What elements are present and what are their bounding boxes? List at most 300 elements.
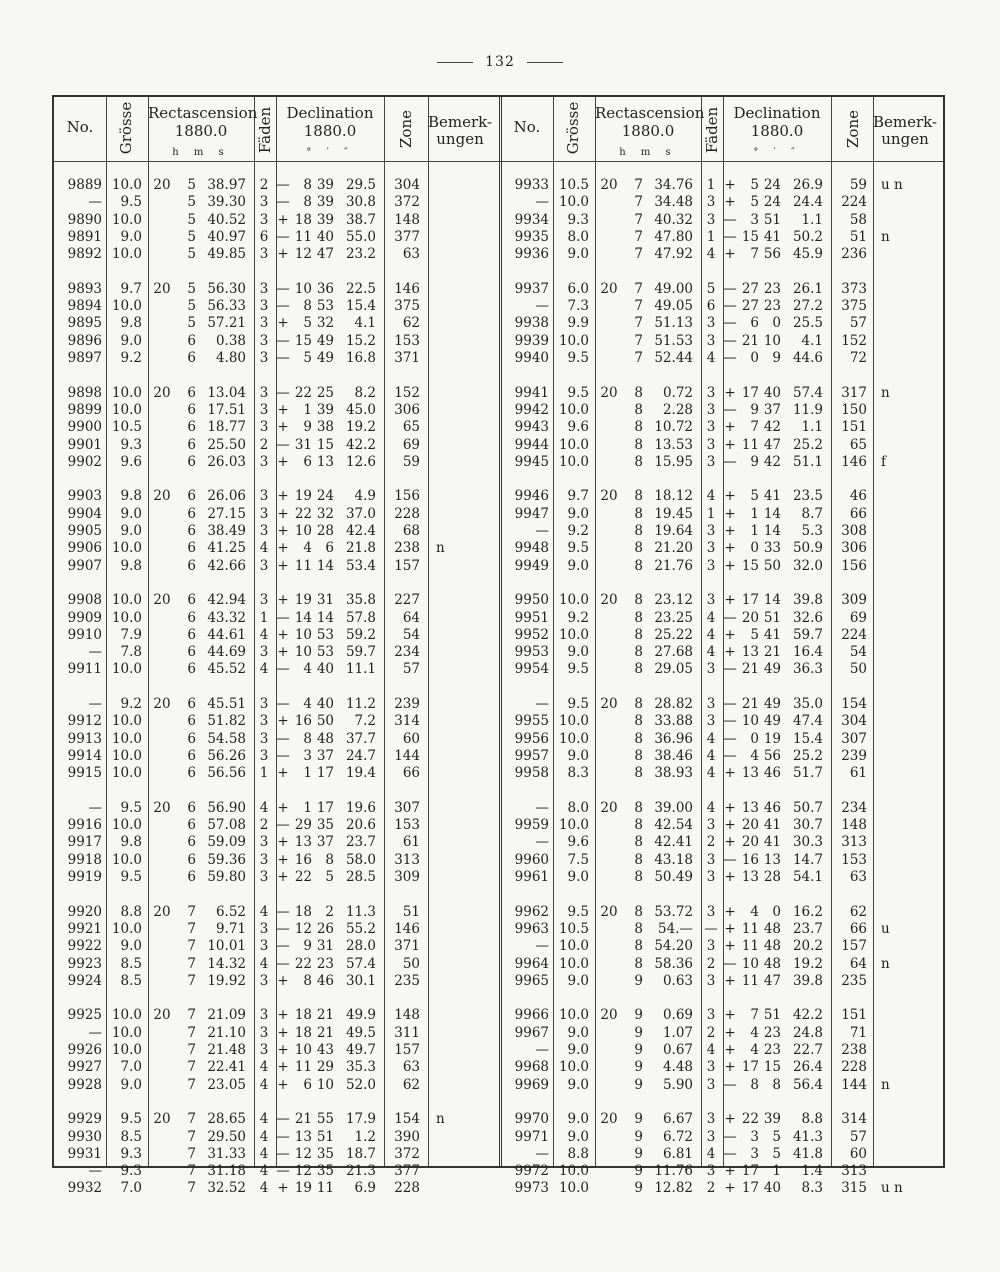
left-row-dec-minutes: 40 (316, 696, 334, 712)
right-row-groesse: 9.5 (567, 384, 589, 401)
right-row-ra-seconds: 33.88 (654, 713, 693, 730)
left-row-dec-degrees: 9 (303, 419, 312, 436)
right-row-groesse: 10.0 (558, 713, 589, 730)
left-row-zone: 154 (394, 1111, 420, 1128)
right-row-dec-seconds: 16.2 (792, 903, 823, 920)
left-row-ra-minutes: 6 (187, 419, 196, 436)
left-row-groesse: 9.8 (120, 557, 142, 574)
right-row-dec-minutes: 13 (763, 851, 781, 868)
left-row-ra-minutes: 7 (187, 1024, 196, 1041)
right-row-groesse: 10.5 (558, 920, 589, 937)
right-row-ra-minutes: 8 (634, 834, 643, 851)
right-row-number: 9952 (514, 626, 549, 643)
right-row-dec-minutes: 41 (763, 488, 781, 505)
left-row-faeden: 3 (259, 696, 269, 712)
right-row-dec-degrees: 7 (750, 246, 759, 263)
left-row-number: 9910 (67, 626, 102, 643)
right-row-dec-seconds: 47.4 (792, 713, 823, 730)
right-row-dec-degrees: 4 (750, 1042, 759, 1058)
left-header-dec-units: ° ′ ″ (306, 147, 354, 158)
left-row-number: 9930 (67, 1128, 102, 1145)
left-header-groesse: Grösse (117, 101, 135, 155)
right-row-dec-sign: — (723, 1145, 737, 1162)
right-row-ra-seconds: 19.64 (654, 523, 693, 539)
right-header-bemerk-2: ungen (881, 130, 929, 148)
left-row-faeden: 3 (259, 730, 269, 747)
right-row-dec-seconds: 24.4 (792, 194, 823, 211)
left-row-ra-minutes: 6 (187, 799, 196, 816)
right-row-ra-minutes: 8 (634, 696, 643, 712)
right-row-ra-minutes: 7 (634, 350, 643, 366)
left-row-ra-seconds: 45.51 (207, 696, 246, 712)
left-row-number: 9916 (67, 817, 102, 834)
left-row-dec-degrees: 16 (294, 713, 312, 730)
right-row-faeden: — (704, 920, 718, 937)
right-row-zone: 235 (841, 972, 867, 989)
left-row-dec-seconds: 23.7 (345, 834, 376, 851)
left-row-dec-seconds: 59.2 (345, 626, 376, 643)
left-row-dec-degrees: 10 (294, 644, 312, 661)
left-row-ra-hours: 20 (153, 592, 171, 609)
right-row-ra-minutes: 8 (634, 869, 643, 885)
right-row-dec-seconds: 25.5 (792, 315, 823, 332)
left-row-zone: 54 (402, 626, 420, 643)
left-row-ra-seconds: 44.61 (207, 626, 246, 643)
left-row-groesse: 9.5 (120, 869, 142, 885)
left-row-ra-minutes: 7 (187, 920, 196, 937)
left-row-ra-seconds: 14.32 (207, 955, 246, 972)
left-row-dec-degrees: 4 (303, 540, 312, 557)
left-row-number: 9923 (67, 955, 102, 972)
left-row-dec-minutes: 38 (316, 419, 334, 436)
right-row-dec-seconds: 44.6 (792, 350, 823, 366)
right-row-zone: 50 (849, 661, 867, 678)
right-row-dec-degrees: 1 (750, 505, 759, 522)
left-row-dec-seconds: 7.2 (354, 713, 376, 730)
right-row-dec-seconds: 50.9 (792, 540, 823, 557)
left-row-dec-degrees: 5 (303, 315, 312, 332)
right-row-ra-minutes: 9 (634, 1042, 643, 1058)
right-row-dec-minutes: 40 (763, 1180, 781, 1197)
left-row-dec-sign: + (277, 834, 289, 851)
right-row-faeden: 3 (706, 1128, 716, 1145)
right-row-ra-seconds: 28.82 (654, 696, 693, 712)
right-row-groesse: 9.0 (567, 557, 589, 574)
left-row-dec-sign: — (276, 938, 290, 955)
right-row-ra-minutes: 8 (634, 557, 643, 574)
right-row-ra-minutes: 9 (634, 1076, 643, 1093)
right-row-dec-sign: + (724, 1042, 736, 1058)
right-row-dec-sign: — (723, 350, 737, 366)
left-row-groesse: 9.2 (120, 696, 142, 712)
left-row-ra-minutes: 5 (187, 315, 196, 332)
right-row-dec-seconds: 59.7 (792, 626, 823, 643)
left-row-dec-seconds: 38.7 (345, 211, 376, 228)
right-row-dec-seconds: 39.8 (792, 592, 823, 609)
left-row-ra-minutes: 7 (187, 955, 196, 972)
left-row-dec-minutes: 43 (316, 1042, 334, 1058)
left-row-dec-minutes: 32 (316, 315, 334, 332)
left-row-ra-seconds: 56.56 (207, 765, 246, 782)
right-row-faeden: 3 (706, 1076, 716, 1093)
right-row-groesse: 10.0 (558, 1163, 589, 1180)
right-row-dec-minutes: 14 (763, 523, 781, 539)
right-row-zone: 238 (841, 1042, 867, 1058)
left-row-faeden: 2 (259, 177, 269, 193)
right-row-number: 9965 (514, 972, 549, 989)
right-row-ra-seconds: 0.67 (662, 1042, 693, 1058)
left-row-dec-seconds: 35.3 (345, 1059, 376, 1076)
right-row-ra-minutes: 8 (634, 817, 643, 834)
left-row-ra-seconds: 54.58 (207, 730, 246, 747)
left-row-ra-minutes: 6 (187, 696, 196, 712)
left-row-ra-seconds: 21.48 (207, 1042, 246, 1058)
left-row-faeden: 3 (259, 644, 269, 661)
right-row-ra-hours: 20 (600, 177, 618, 193)
right-row-ra-seconds: 42.41 (654, 834, 693, 851)
left-row-zone: 239 (394, 696, 420, 712)
left-row-ra-minutes: 6 (187, 488, 196, 505)
left-row-faeden: 3 (259, 332, 269, 349)
right-row-zone: 224 (841, 626, 867, 643)
left-row-dec-sign: — (276, 332, 290, 349)
right-row-ra-seconds: 11.76 (654, 1163, 693, 1180)
right-row-dec-degrees: 5 (750, 626, 759, 643)
right-row-number: 9941 (514, 384, 549, 401)
right-row-dec-minutes: 0 (772, 903, 781, 920)
right-row-dec-minutes: 37 (763, 401, 781, 418)
left-row-dec-seconds: 23.2 (345, 246, 376, 263)
left-row-ra-minutes: 7 (187, 1042, 196, 1058)
left-row-faeden: 3 (259, 298, 269, 315)
right-row-faeden: 3 (706, 557, 716, 574)
left-row-ra-seconds: 21.10 (207, 1024, 246, 1041)
left-row-ra-seconds: 31.18 (207, 1163, 246, 1180)
right-row-ra-minutes: 9 (634, 972, 643, 989)
left-header-rule (54, 161, 501, 162)
left-row-dec-degrees: 18 (294, 1024, 312, 1041)
right-row-dec-seconds: 5.3 (801, 523, 823, 539)
right-row-faeden: 3 (706, 211, 716, 228)
left-row-groesse: 10.0 (111, 1024, 142, 1041)
left-row-dec-degrees: 19 (294, 488, 312, 505)
right-row-ra-seconds: 47.80 (654, 228, 693, 245)
right-row-ra-seconds: 38.46 (654, 747, 693, 764)
left-row-dec-sign: + (277, 851, 289, 868)
right-row-dec-sign: + (724, 1007, 736, 1024)
left-row-zone: 153 (394, 332, 420, 349)
left-row-ra-minutes: 6 (187, 401, 196, 418)
right-row-ra-seconds: 2.28 (662, 401, 693, 418)
right-row-zone: 157 (841, 938, 867, 955)
left-row-dec-degrees: 22 (294, 869, 312, 885)
right-row-faeden: 3 (706, 713, 716, 730)
right-row-number: 9939 (514, 332, 549, 349)
left-row-zone: 227 (394, 592, 420, 609)
right-row-zone: 373 (841, 280, 867, 297)
right-row-faeden: 3 (706, 903, 716, 920)
right-row-dec-seconds: 30.3 (792, 834, 823, 851)
left-row-dec-minutes: 46 (316, 972, 334, 989)
right-row-faeden: 1 (706, 505, 716, 522)
right-row-zone: 72 (849, 350, 867, 366)
left-row-groesse: 10.0 (111, 384, 142, 401)
left-row-dec-minutes: 11 (316, 1180, 334, 1197)
left-row-ra-seconds: 57.08 (207, 817, 246, 834)
left-row-dec-minutes: 2 (325, 903, 334, 920)
left-row-faeden: 4 (259, 1059, 269, 1076)
right-row-ra-seconds: 25.22 (654, 626, 693, 643)
right-row-dec-minutes: 50 (763, 557, 781, 574)
right-row-zone: 306 (841, 540, 867, 557)
right-row-ra-minutes: 8 (634, 765, 643, 782)
left-row-number: 9915 (67, 765, 102, 782)
right-row-dec-sign: + (724, 177, 736, 193)
right-row-dec-sign: — (723, 661, 737, 678)
left-row-faeden: 3 (259, 315, 269, 332)
left-row-dec-minutes: 35 (316, 1163, 334, 1180)
left-row-zone: 62 (402, 1076, 420, 1093)
left-row-number: 9903 (67, 488, 102, 505)
right-row-dec-minutes: 46 (763, 765, 781, 782)
left-row-ra-minutes: 7 (187, 1007, 196, 1024)
right-row-faeden: 2 (706, 1024, 716, 1041)
right-row-dec-seconds: 8.3 (801, 1180, 823, 1197)
left-row-faeden: 3 (259, 869, 269, 885)
right-row-groesse: 9.2 (567, 609, 589, 626)
left-row-faeden: 3 (259, 523, 269, 539)
left-row-ra-minutes: 7 (187, 972, 196, 989)
right-row-number: — (535, 834, 549, 851)
left-row-dec-degrees: 11 (294, 1059, 312, 1076)
left-row-ra-minutes: 6 (187, 384, 196, 401)
left-row-dec-degrees: 4 (303, 696, 312, 712)
right-row-dec-degrees: 11 (741, 436, 759, 453)
right-row-dec-sign: — (723, 401, 737, 418)
right-row-dec-degrees: 5 (750, 194, 759, 211)
right-row-dec-seconds: 56.4 (792, 1076, 823, 1093)
left-row-dec-seconds: 37.7 (345, 730, 376, 747)
right-row-number: 9946 (514, 488, 549, 505)
left-row-dec-degrees: 29 (294, 817, 312, 834)
right-row-faeden: 3 (706, 436, 716, 453)
left-row-zone: 152 (394, 384, 420, 401)
right-row-number: 9964 (514, 955, 549, 972)
left-row-zone: 148 (394, 1007, 420, 1024)
left-row-zone: 65 (402, 419, 420, 436)
left-row-zone: 228 (394, 1180, 420, 1197)
right-row-zone: 224 (841, 194, 867, 211)
left-row-dec-sign: + (277, 401, 289, 418)
left-row-ra-minutes: 5 (187, 228, 196, 245)
right-row-dec-degrees: 4 (750, 1024, 759, 1041)
right-row-zone: 308 (841, 523, 867, 539)
left-row-zone: 146 (394, 920, 420, 937)
right-row-dec-minutes: 41 (763, 228, 781, 245)
left-row-ra-seconds: 38.49 (207, 523, 246, 539)
right-row-ra-minutes: 7 (634, 194, 643, 211)
right-row-groesse: 10.0 (558, 817, 589, 834)
right-row-zone: 153 (841, 851, 867, 868)
right-row-zone: 69 (849, 609, 867, 626)
right-row-dec-minutes: 23 (763, 1042, 781, 1058)
left-row-dec-sign: + (277, 626, 289, 643)
right-row-dec-seconds: 16.4 (792, 644, 823, 661)
right-row-ra-seconds: 0.69 (662, 1007, 693, 1024)
right-row-dec-seconds: 26.9 (792, 177, 823, 193)
left-row-ra-minutes: 6 (187, 644, 196, 661)
center-divider (499, 97, 502, 1166)
left-row-dec-minutes: 53 (316, 298, 334, 315)
right-row-ra-seconds: 23.25 (654, 609, 693, 626)
right-row-number: 9962 (514, 903, 549, 920)
left-row-zone: 235 (394, 972, 420, 989)
right-row-dec-seconds: 1.4 (801, 1163, 823, 1180)
left-row-ra-seconds: 39.30 (207, 194, 246, 211)
right-row-dec-sign: — (723, 315, 737, 332)
left-row-groesse: 9.0 (120, 1076, 142, 1093)
right-row-zone: 150 (841, 401, 867, 418)
left-row-dec-sign: — (276, 280, 290, 297)
right-row-dec-degrees: 10 (741, 713, 759, 730)
left-row-ra-minutes: 6 (187, 661, 196, 678)
right-row-number: — (535, 799, 549, 816)
right-header-groesse: Grösse (564, 101, 582, 155)
right-row-ra-minutes: 7 (634, 332, 643, 349)
right-row-faeden: 4 (706, 747, 716, 764)
right-row-faeden: 1 (706, 177, 716, 193)
left-row-groesse: 9.8 (120, 834, 142, 851)
right-row-zone: 315 (841, 1180, 867, 1197)
right-row-ra-seconds: 40.32 (654, 211, 693, 228)
right-row-number: 9945 (514, 453, 549, 470)
left-row-faeden: 1 (259, 765, 269, 782)
right-row-dec-degrees: 17 (741, 1059, 759, 1076)
left-row-zone: 314 (394, 713, 420, 730)
right-row-faeden: 3 (706, 1059, 716, 1076)
right-row-groesse: 9.0 (567, 1042, 589, 1058)
left-row-dec-minutes: 50 (316, 713, 334, 730)
right-row-dec-degrees: 0 (750, 730, 759, 747)
left-row-ra-minutes: 5 (187, 177, 196, 193)
left-row-groesse: 9.5 (120, 799, 142, 816)
right-row-zone: 59 (849, 177, 867, 193)
right-row-ra-minutes: 8 (634, 955, 643, 972)
right-row-ra-minutes: 8 (634, 730, 643, 747)
left-row-number: 9920 (67, 903, 102, 920)
right-row-ra-minutes: 8 (634, 851, 643, 868)
right-row-dec-minutes: 41 (763, 834, 781, 851)
left-row-ra-seconds: 43.32 (207, 609, 246, 626)
left-row-number: 9896 (67, 332, 102, 349)
right-header-bemerk-1: Bemerk- (873, 113, 938, 131)
right-row-dec-minutes: 51 (763, 609, 781, 626)
left-row-dec-minutes: 53 (316, 626, 334, 643)
left-row-faeden: 3 (259, 211, 269, 228)
left-header-ra-units: h m s (172, 147, 230, 158)
left-row-dec-seconds: 42.2 (345, 436, 376, 453)
left-row-dec-minutes: 53 (316, 644, 334, 661)
left-row-ra-minutes: 5 (187, 298, 196, 315)
left-row-ra-minutes: 7 (187, 1145, 196, 1162)
right-row-dec-seconds: 1.1 (801, 211, 823, 228)
right-row-dec-sign: + (724, 869, 736, 885)
left-row-dec-minutes: 35 (316, 817, 334, 834)
left-row-number: 9907 (67, 557, 102, 574)
right-row-faeden: 2 (706, 1180, 716, 1197)
left-row-faeden: 3 (259, 1042, 269, 1058)
right-row-faeden: 3 (706, 817, 716, 834)
right-row-groesse: 9.5 (567, 696, 589, 712)
left-row-dec-minutes: 36 (316, 280, 334, 297)
right-row-ra-seconds: 34.48 (654, 194, 693, 211)
left-row-dec-seconds: 37.0 (345, 505, 376, 522)
left-row-dec-sign: + (277, 869, 289, 885)
left-row-zone: 372 (394, 194, 420, 211)
right-row-faeden: 3 (706, 332, 716, 349)
left-row-dec-seconds: 12.6 (345, 453, 376, 470)
left-row-faeden: 4 (259, 1145, 269, 1162)
left-row-dec-degrees: 4 (303, 661, 312, 678)
left-row-faeden: 3 (259, 246, 269, 263)
right-row-number: 9944 (514, 436, 549, 453)
right-column-rule-1 (595, 97, 596, 1166)
left-row-dec-sign: + (277, 1007, 289, 1024)
right-row-zone: 54 (849, 644, 867, 661)
left-row-dec-minutes: 55 (316, 1111, 334, 1128)
left-row-groesse: 10.0 (111, 713, 142, 730)
left-row-faeden: 3 (259, 350, 269, 366)
right-row-faeden: 4 (706, 730, 716, 747)
left-row-dec-seconds: 21.8 (345, 540, 376, 557)
left-row-faeden: 3 (259, 557, 269, 574)
right-row-dec-minutes: 56 (763, 246, 781, 263)
right-row-faeden: 3 (706, 523, 716, 539)
right-row-ra-seconds: 0.72 (662, 384, 693, 401)
right-row-faeden: 4 (706, 644, 716, 661)
left-row-dec-sign: — (276, 1163, 290, 1180)
right-row-ra-minutes: 8 (634, 938, 643, 955)
left-row-ra-seconds: 59.09 (207, 834, 246, 851)
right-row-dec-seconds: 23.7 (792, 920, 823, 937)
right-row-ra-minutes: 9 (634, 1059, 643, 1076)
right-row-dec-minutes: 0 (772, 315, 781, 332)
left-row-dec-minutes: 26 (316, 920, 334, 937)
left-row-ra-minutes: 7 (187, 1128, 196, 1145)
page-number-text: 132 (485, 54, 515, 70)
right-row-ra-seconds: 10.72 (654, 419, 693, 436)
left-row-groesse: 9.0 (120, 938, 142, 955)
left-row-ra-seconds: 26.03 (207, 453, 246, 470)
right-row-dec-minutes: 48 (763, 938, 781, 955)
left-row-dec-sign: — (276, 298, 290, 315)
right-row-number: — (535, 194, 549, 211)
left-row-ra-seconds: 10.01 (207, 938, 246, 955)
right-row-dec-degrees: 21 (741, 696, 759, 712)
right-row-faeden: 4 (706, 1042, 716, 1058)
left-row-faeden: 3 (259, 851, 269, 868)
right-row-bemerkung: n (881, 955, 890, 972)
left-row-dec-sign: + (277, 315, 289, 332)
left-row-dec-minutes: 10 (316, 1076, 334, 1093)
right-row-ra-minutes: 8 (634, 713, 643, 730)
right-row-dec-sign: + (724, 488, 736, 505)
right-row-bemerkung: f (881, 453, 886, 470)
right-row-number: 9948 (514, 540, 549, 557)
right-header-ra-title: Rectascension (595, 104, 705, 122)
right-row-zone: 375 (841, 298, 867, 315)
left-row-dec-degrees: 11 (294, 557, 312, 574)
